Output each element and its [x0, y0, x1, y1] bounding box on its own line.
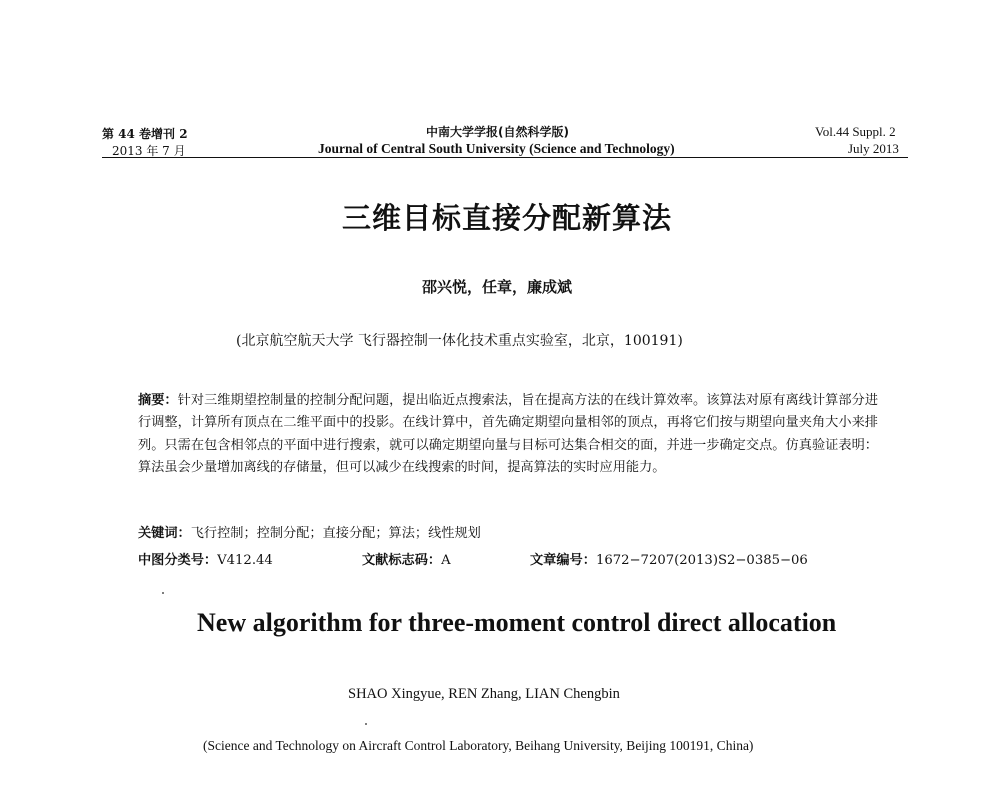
document-code-label: 文献标志码： — [362, 553, 442, 568]
journal-name-en: Journal of Central South University (Science and Technology) — [318, 141, 675, 156]
authors-cn: 邵兴悦，任章，廉成斌 — [422, 278, 573, 296]
scan-speck — [162, 592, 164, 594]
keywords-line — [138, 522, 481, 541]
affiliation-en: (Science and Technology on Aircraft Control Laboratory, Beihang University, Beijing 100191, China) — [203, 738, 754, 753]
article-number-value: 1672−7207(2013)S2−0385−06 — [595, 553, 808, 568]
issue-date-cn: 2013 年 7 月 — [112, 144, 186, 158]
article-number-label: 文章编号： — [530, 553, 596, 568]
journal-name-cn: 中南大学学报(自然科学版) — [426, 125, 569, 139]
clc-label: 中图分类号： — [138, 553, 218, 568]
clc-number — [138, 549, 273, 568]
scan-speck — [365, 723, 367, 725]
abstract-label: 摘要： — [138, 393, 178, 408]
authors-en: SHAO Xingyue, REN Zhang, LIAN Chengbin — [348, 686, 620, 702]
document-code-value: A — [441, 553, 451, 568]
issue-date-en: July 2013 — [848, 141, 899, 156]
affiliation-cn: (北京航空航天大学 飞行器控制一体化技术重点实验室，北京，100191) — [236, 333, 683, 349]
clc-value: V412.44 — [217, 553, 273, 568]
article-number — [530, 549, 808, 568]
header-rule — [102, 157, 908, 158]
abstract-text: 针对三维期望控制量的控制分配问题，提出临近点搜索法，旨在提高方法的在线计算效率。该算法对原有离线计算部分进行调整，计算所有顶点在二维平面中的投影。在线计算中，首先确定期望向量相邻的顶点，再将它们按与期望向量夹角大小来排列。只需在包含相邻点的平面中进行搜索，就可以确定期望向量与目标可达集合相交的面，并进一步确定交点。仿真验证表明：算法虽会少量增加离线的存储量，但可以减少在线搜索的时间，提高算法的实时应用能力。 — [138, 393, 879, 476]
keywords-label: 关键词： — [138, 526, 191, 541]
paper-title-en: New algorithm for three-moment control direct allocation — [197, 608, 837, 637]
keywords-text: 飞行控制；控制分配；直接分配；算法；线性规划 — [190, 526, 481, 541]
abstract-cn — [138, 390, 878, 480]
volume-issue: 第 44 卷增刊 2 — [102, 127, 188, 141]
paper-title-cn: 三维目标直接分配新算法 — [342, 201, 673, 235]
document-code — [362, 549, 451, 568]
volume-supplement-en: Vol.44 Suppl. 2 — [815, 124, 896, 139]
